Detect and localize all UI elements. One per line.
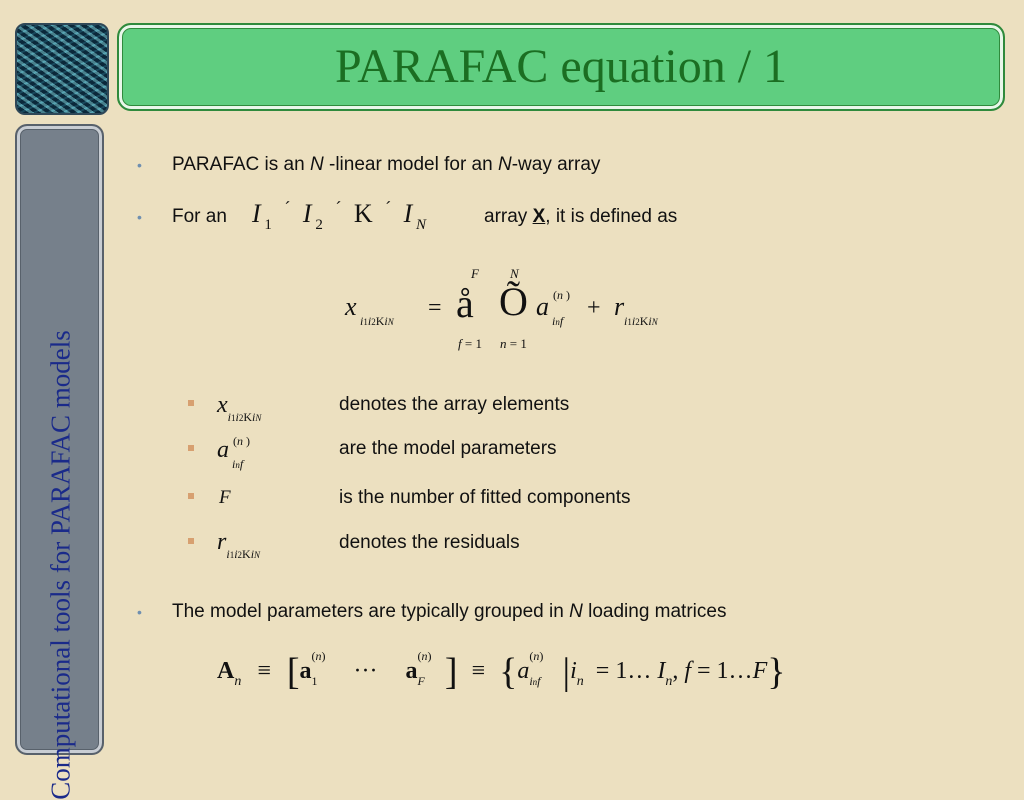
sidebar (15, 124, 104, 800)
sub-bullet (188, 445, 194, 451)
logo-image (15, 23, 109, 115)
definition-symbol-a: a (217, 437, 229, 463)
sub-bullet (188, 538, 194, 544)
definition-symbol-x: $x_{i1i2KiN}$ (217, 392, 262, 424)
sub-bullet (188, 400, 194, 406)
definition-symbol-r: $r_{i1i2KiN}$ (217, 529, 261, 561)
title-box (117, 23, 1005, 111)
definition-text: denotes the residuals (339, 532, 520, 553)
bullet-2-label: For an (172, 206, 227, 227)
definition-text: is the number of fitted components (339, 487, 631, 508)
sidebar-text: Computational tools for PARAFAC models (45, 330, 76, 800)
bullet-dot: • (137, 157, 142, 173)
sub-bullet (188, 493, 194, 499)
definition-text: denotes the array elements (339, 394, 570, 415)
bullet-dot: • (137, 209, 142, 225)
bullet-dot: • (137, 604, 142, 620)
loading-matrix-equation: $A_n \equiv [a$ (n) 1 ··· a (n) F ] ≡ {a (n) inf $|i_n$ = 1… $I_n$, f = 1…F} (217, 649, 786, 693)
slide-title: PARAFAC equation / 1 (334, 40, 788, 93)
definition-symbol-f: F (219, 487, 231, 508)
dimension-expression: I $_1$ ´ I $_2$ ´ K ´ I $_N$ (252, 198, 427, 233)
bullet-3: The model parameters are typically grouped in N loading matrices (172, 601, 727, 622)
definition-text: are the model parameters (339, 438, 557, 459)
bullet-2-text: array X, it is defined as (484, 206, 678, 227)
bullet-1: PARAFAC is an N -linear model for an N-way array (172, 154, 601, 175)
